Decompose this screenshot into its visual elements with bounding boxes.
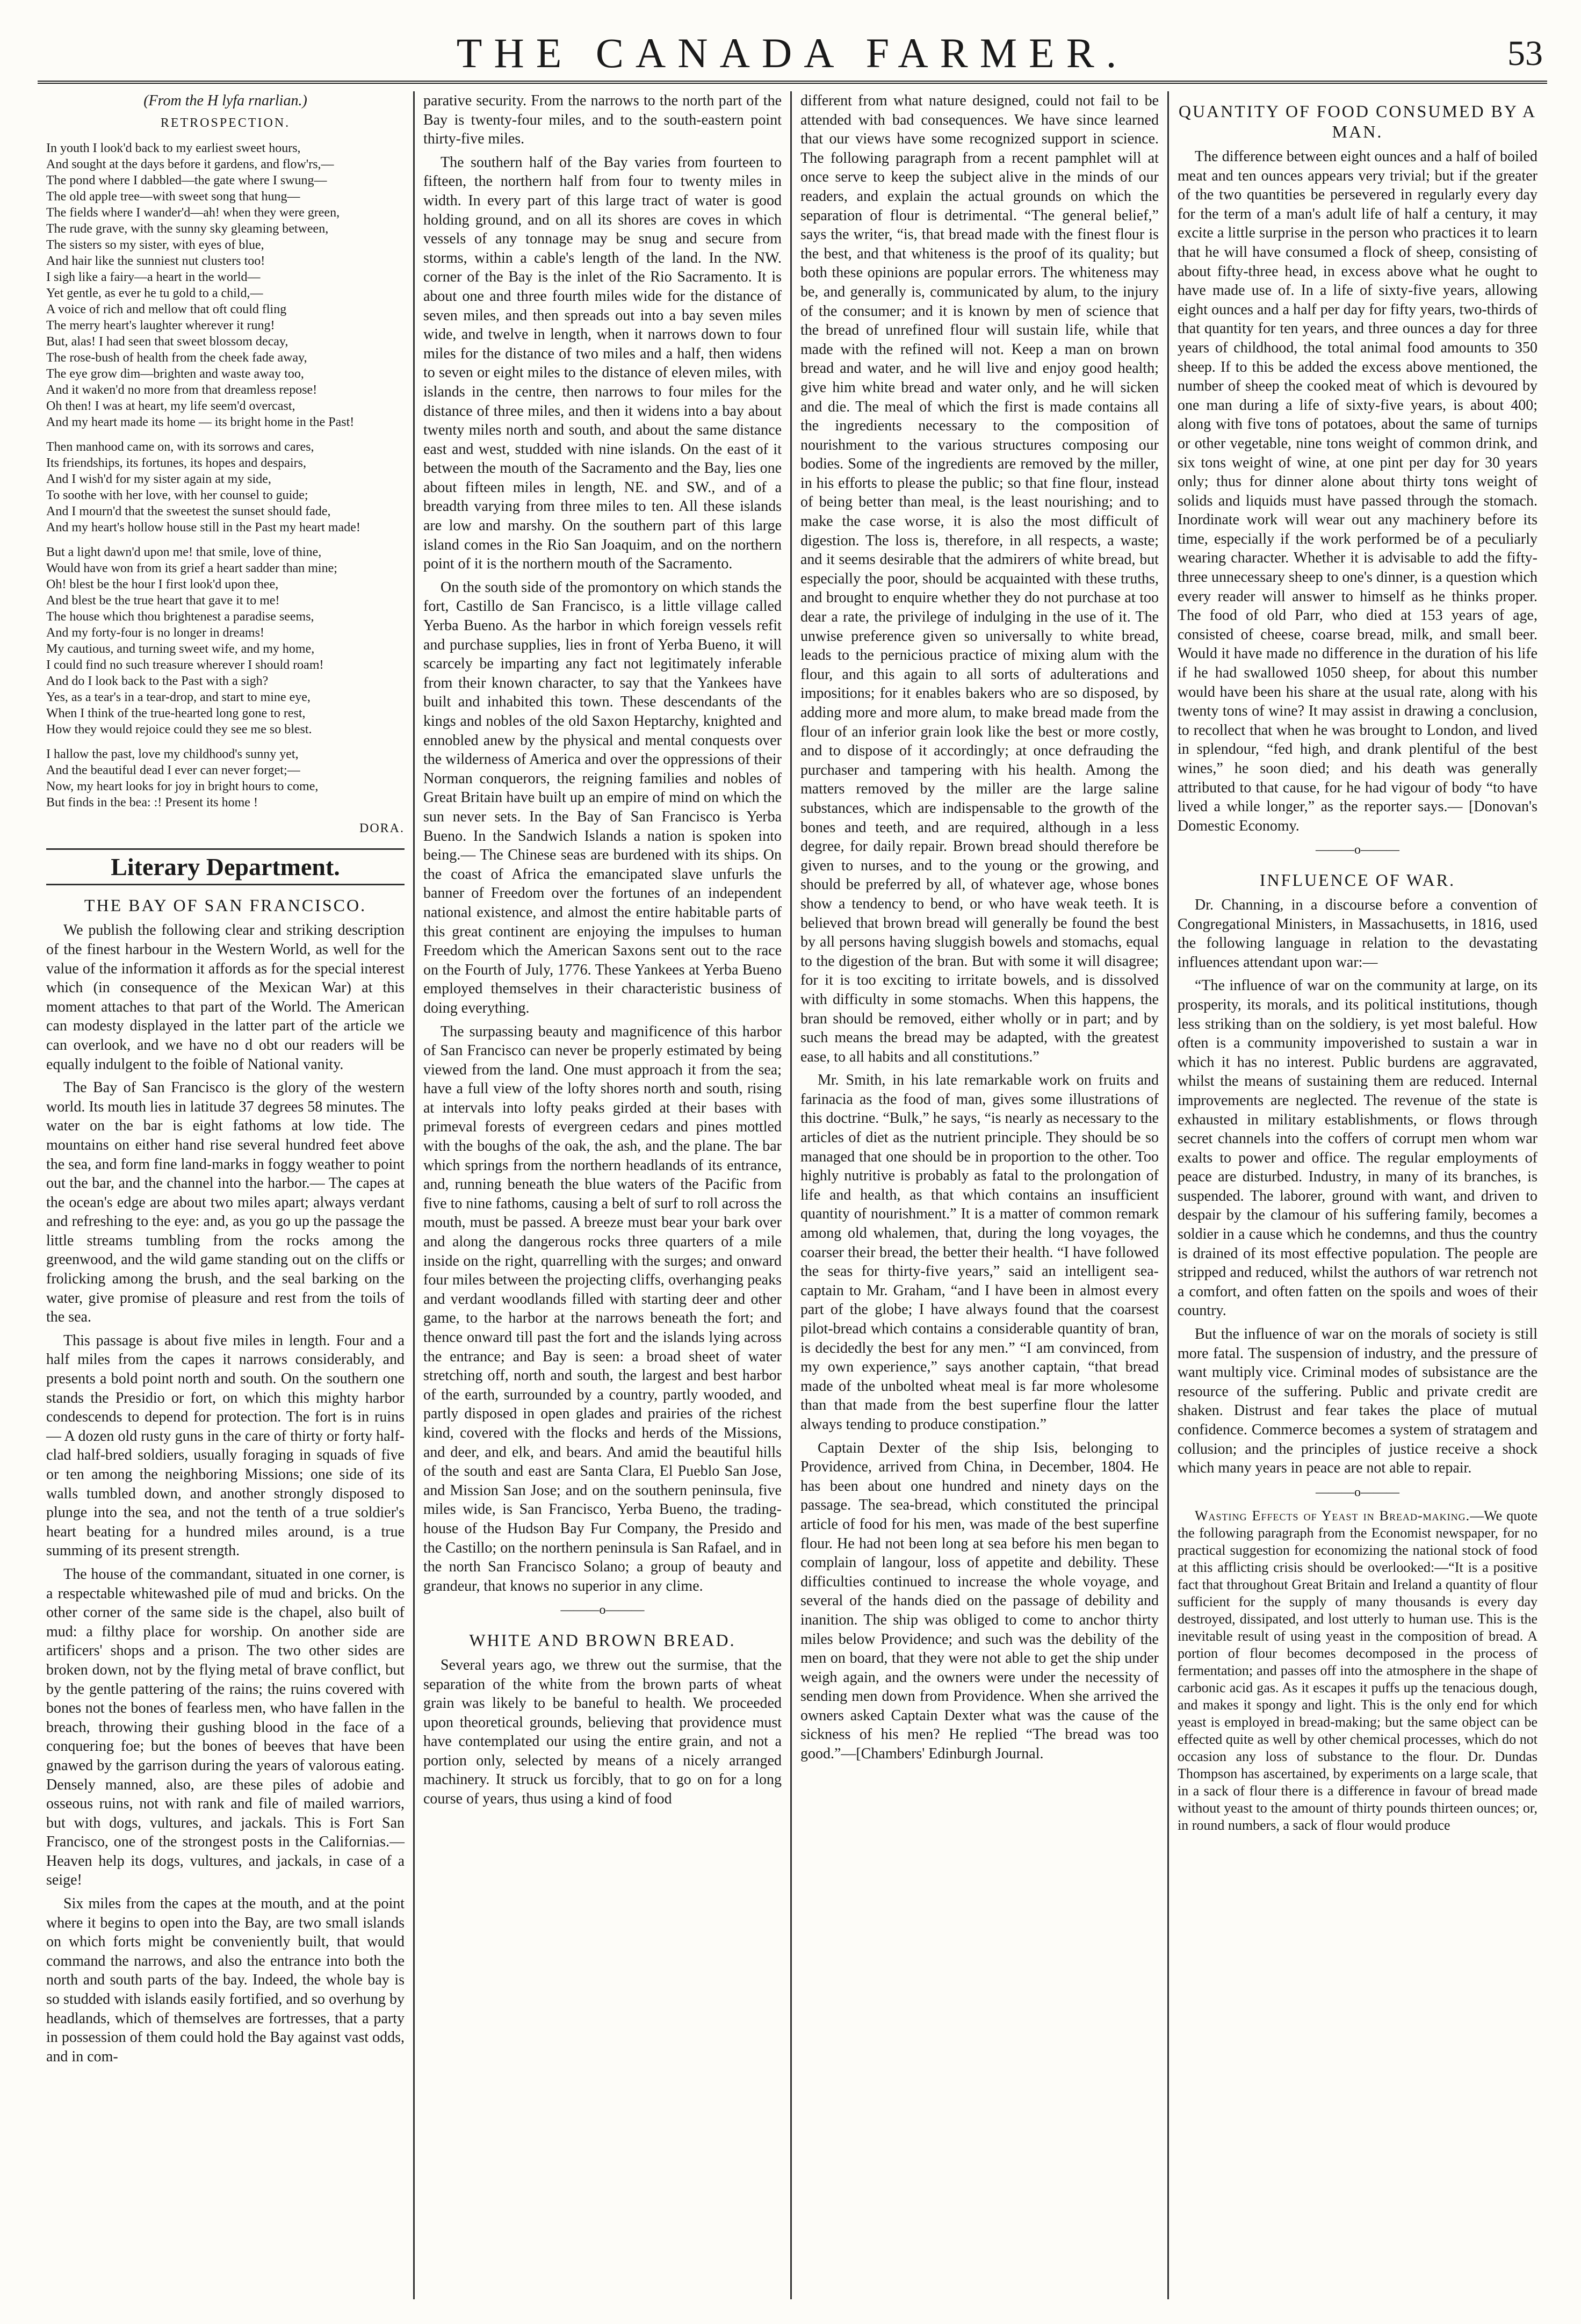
- paragraph: “The influence of war on the community at large, on its prosperity, its morals, and its political institutions, though less striking than on the soldiery, is yet most baleful. How often is a community impoverished to sustain a war in which it has no interest. Public burdens are aggravated, whilst the means of sustaining them are reduced. Internal improvements are neglected. The revenue of the state is exhausted in military establishments, or flows through secret channels into the coffers of corrupt men whom war exalts to power and office. The regular employments of peace are disturbed. Industry, in many of its branches, is suspended. The laborer, ground with want, and driven to despair by the clamour of his suffering family, becomes a soldier in a cause which he condemns, and thus the country is drained of its most effective population. The people are stripped and reduced, whilst the authors of war retrench not a comfort, and often fatten on the spoils and woes of their country.: [1178, 977, 1537, 1319]
- poem-line: Its friendships, its fortunes, its hopes and despairs,: [46, 456, 306, 471]
- poem-line: The merry heart's laughter wherever it rung!: [46, 319, 275, 333]
- poem-line: In youth I look'd back to my earliest sweet hours,: [46, 141, 301, 156]
- paragraph: The Bay of San Francisco is the glory of the western world. Its mouth lies in latitude 37 degrees 58 minutes. The water on the bar is eight fathoms at low tide. The mountains on either hand rise several hundred feet above the sea, and form fine land-marks in foggy weather to point out the bar, and the channel into the harbor.— The capes at the ocean's edge are about two miles apart; always verdant and refreshing to the eye: and, as you go up the passage the little streams tumbling from the rocks among the greenwood, and the wild game standing out on the cliffs or frolicking among the brush, and the seal barking on the water, give promise of pleasure and rest from the toils of the sea.: [46, 1079, 405, 1326]
- bread-article-title: WHITE AND BROWN BREAD.: [469, 1630, 736, 1650]
- column-4: [1169, 91, 1546, 2299]
- poem-line: But a light dawn'd upon me! that smile, love of thine,: [46, 545, 322, 560]
- poem-stanza: [46, 439, 405, 536]
- paragraph: The southern half of the Bay varies from fourteen to fifteen, the northern half from four to twenty miles in width. In every part of this large tract of water is good holding ground, and on all its shores are coves in which vessels of any tonnage may be snug and secure from storms, within a cable's length of the land. In the NW. corner of the Bay is the inlet of the Rio Sacramento. It is about one and three fourth miles wide for the distance of seven miles, and then spreads out into a bay seven miles wide, and twelve in length, when it narrows down to four miles for the distance of two miles and a half, then widens to seven or eight miles to the distance of eleven miles, with islands in the centre, then narrows to four miles for the distance of three miles, and then it widens into a bay about twenty miles north and south, and about the same distance east and west, studded with nine islands. On the east of it between the mouth of the Sacramento and the Bay, lies one about fifteen miles in length, NE. and SW., and of a breadth varying from three miles to ten. All these islands are low and marshy. On the southern part of this large island comes in the Rio San Joaquim, and on the northern point of it is the northern mouth of the Sacramento.: [423, 154, 782, 573]
- yeast-article: [1178, 1507, 1537, 1834]
- divider-ornament: ———o———: [1316, 843, 1399, 857]
- poem-line: Yet gentle, as ever he tu gold to a child,—: [46, 286, 263, 301]
- poem-line: The pond where I dabbled—the gate where I swung—: [46, 174, 327, 188]
- poem-line: And sought at the days before it gardens, and flow'rs,—: [46, 157, 334, 172]
- poem-line: A voice of rich and mellow that oft could fling: [46, 302, 287, 317]
- paragraph: Several years ago, we threw out the surmise, that the separation of the white from the brown parts of wheat grain was likely to be baneful to health. We proceeded upon theoretical grounds, believing that providence must have contemplated our using the entire grain, and not a portion only, selected by means of a nicely arranged machinery. It struck us forcibly, that to go on for a long course of years, thus using a kind of food: [423, 1656, 782, 1808]
- paragraph: This passage is about five miles in length. Four and a half miles from the capes it narrows considerably, and presents a bold point north and south. On the southern one stands the Presidio or fort, on which this mighty harbor condescends to depend for protection. The fort is in ruins — A dozen old rusty guns in the care of thirty or forty half-clad half-bred soldiers, usually foraging in squads of five or ten among the neighboring Missions; one side of its walls tumbled down, and another strongly disposed to plunge into the sea, and not the tenth of a true soldier's heart beating for a hundred miles around, is a true summing of its present strength.: [46, 1332, 405, 1560]
- paragraph: The surpassing beauty and magnificence of this harbor of San Francisco can never be properly estimated by being viewed from the land. One must approach it from the sea; have a full view of the lofty shores north and south, rising at intervals into lofty peaks girded at their bases with primeval forests of evergreen cedars and pines mottled with the boughs of the oak, the ash, and the plane. The bar which springs from the northern headlands of its entrance, and, running beneath the blue waters of the Pacific from five to nine fathoms, causing a belt of surf to roll across the mouth, must be passed. A breeze must bear your bark over and along the dangerous rocks three quarters of a mile inside on the right, quarrelling with the surges; and onward four miles between the projecting cliffs, overhanging peaks and verdant woodlands filled with starting deer and other game, to the harbor at the narrows beneath the fort; and thence onward till past the fort and the islands lying across the entrance; and Bay is seen: a broad sheet of water stretching off, north and south, the largest and best harbor of the earth, surrounded by a country, partly wooded, and partly disposed in open glades and prairies of the richest kind, covered with the flocks and herds of the Missions, and deer, and elk, and bears. And amid the beautiful hills of the south and east are Santa Clara, El Pueblo San Jose, and Mission San Jose; and on the southern peninsula, five miles wide, is San Francisco, Yerba Bueno, the trading-house of the Hudson Bay Fur Company, the Presido and the Castillo; on the northern peninsula is San Rafael, and in the north San Francisco Solano; a group of beauty and grandeur, that knows no superior in any clime.: [423, 1023, 782, 1594]
- bread-article-body-part1: [423, 1656, 782, 1809]
- poem-line: To soothe with her love, with her counsel to guide;: [46, 488, 308, 503]
- poem-line: Yes, as a tear's in a tear-drop, and start to mine eye,: [46, 690, 311, 705]
- poem-line: When I think of the true-hearted long gone to rest,: [46, 706, 306, 721]
- bread-article-body-part2: [800, 91, 1159, 1764]
- poem-line: I sigh like a fairy—a heart in the world—: [46, 270, 261, 285]
- poem-line: And blest be the true heart that gave it to me!: [46, 594, 280, 608]
- poem-line: And I mourn'd that the sweetest the sunset should fade,: [46, 504, 331, 519]
- poem-stanza: [46, 544, 405, 738]
- paragraph: Captain Dexter of the ship Isis, belonging to Providence, arrived from China, in December, 1804. He has been about one hundred and ninety days on the passage. The sea-bread, which constituted the principal article of food for his men, was made of the best superfine flour. He had not been long at sea before his men began to complain of langour, loss of appetite and debility. These difficulties continued to increase the whole voyage, and several of the hands died on the passage of debility and inanition. The ship was obliged to come to anchor thirty miles below Providence; and such was the debility of the men on board, that they were not able to get the ship under weigh again, and the owners were under the necessity of sending men down from Providence. When she arrived the owners asked Captain Dexter what was the cause of the sickness of his men? He replied “The bread was too good.”—[Chambers' Edinburgh Journal.: [800, 1439, 1159, 1763]
- paragraph: The house of the commandant, situated in one corner, is a respectable whitewashed pile of mud and bricks. On the other corner of the same side is the chapel, also built of mud: a filthy place for worship. On another side are artificers' shops and a prison. The two other sides are broken down, not by the flying metal of brave conflict, but by the gentle pattering of the rains; the ruins covered with bones not the bones of fearless men, who have fallen in the breach, throwing their gushing blood in the face of a conquering foe; but the bones of beeves that have been gnawed by the garrison during the years of valorous eating. Densely manned, also, are these piles of adobie and osseous ruins, not with rank and file of mailed warriors, but with dogs, vultures, and jackals. This is Fort San Francisco, one of the strongest posts in the Californias.— Heaven help its dogs, vultures, and jackals, in case of a seige!: [46, 1565, 405, 1889]
- poem-credit: (From the H lyfa rnarlian.): [143, 92, 307, 109]
- section-rule: [46, 848, 405, 850]
- yeast-article-text: —We quote the following paragraph from the Economist newspaper, for no practical suggestion for economizing the national stock of food at this afflicting crisis should be overlooked:—“It is a positive fact that throughout Great Britain and Ireland a quantity of flour sufficient for the supply of many thousands is every day destroyed, dissipated, and lost utterly to human use. This is the inevitable result of using yeast in the composition of bread. A portion of flour becomes decomposed in the process of fermentation; and passes off into the atmosphere in the shape of carbonic acid gas. As it escapes it puffs up the tenacious dough, and makes it spongy and light. This is the only end for which yeast is employed in bread-making; but the same object can be effected quite as well by other chemical processes, which do not occasion any loss of substance to the flour. Dr. Dundas Thompson has ascertained, by experiments on a large scale, that in a sack of flour there is a difference in favour of bread made without yeast to the amount of thirty pounds thirteen ounces; or, in round numbers, a sack of flour would produce: [1178, 1508, 1537, 1834]
- bay-article-body-part2: [423, 91, 782, 1596]
- poem-line: Then manhood came on, with its sorrows and cares,: [46, 440, 314, 454]
- masthead: [38, 21, 1547, 84]
- poem-line: And the beautiful dead I ever can never forget;—: [46, 763, 300, 778]
- poem-line: But, alas! I had seen that sweet blossom decay,: [46, 335, 288, 349]
- poem-line: The rose-bush of health from the cheek fade away,: [46, 351, 307, 365]
- poem-line: The sisters so my sister, with eyes of blue,: [46, 238, 264, 252]
- poem-line: And hair like the sunniest nut clusters too!: [46, 254, 265, 269]
- columns: [38, 91, 1547, 2299]
- poem-line: And my heart's hollow house still in the Past my heart made!: [46, 521, 360, 535]
- section-rule: [46, 884, 405, 885]
- bay-article-body-part1: [46, 921, 405, 2066]
- paragraph: But the influence of war on the morals of society is still more fatal. The suspension of industry, and the pressure of want multiply vice. Criminal modes of subsistance are the resource of the suffering. Public and private credit are shaken. Distrust and fear takes the place of mutual confidence. Commerce becomes a system of stratagem and collusion; and the principles of justice receive a shock which many years in peace are not able to repair.: [1178, 1326, 1537, 1477]
- war-article-title: INFLUENCE OF WAR.: [1259, 870, 1456, 890]
- paragraph: Mr. Smith, in his late remarkable work on fruits and farinacia as the food of man, gives some illustrations of this doctrine. “Bulk,” he says, “is nearly as necessary to the articles of diet as the nutrient principle. They should be so managed that one should be in proportion to the other. Too highly nutritive is probably as fatal to the prolongation of life and health, as that which contains an insufficient quantity of nourishment.” It is a matter of common remark among old whalemen, that, during the long voyages, the coarser their bread, the better their health. “I have followed the seas for thirty-five years,” said an intelligent sea-captain to Mr. Graham, “and I have been in almost every part of the globe; I have always found that the coarsest pilot-bread which contains a considerable quantity of bran, is decidedly the best for any men.” “I am convinced, from my own experience,” says another captain, “that bread made of the unbolted wheat meal is far more wholesome than that made from the best superfine flour the latter always tending to produce constipation.”: [800, 1072, 1159, 1433]
- column-2: [415, 91, 792, 2299]
- page-number: 53: [1507, 34, 1543, 73]
- war-article-body: [1178, 896, 1537, 1478]
- food-article-title: QUANTITY OF FOOD CONSUMED BY A MAN.: [1178, 102, 1537, 141]
- masthead-title: THE CANADA FARMER.: [456, 30, 1129, 76]
- poem-stanza: [46, 746, 405, 811]
- department-heading: Literary Department.: [111, 853, 340, 880]
- poem-line: Would have won from its grief a heart sadder than mine;: [46, 561, 337, 576]
- poem-line: The old apple tree—with sweet song that hung—: [46, 190, 300, 204]
- poem-line: And my forty-four is no longer in dreams!: [46, 626, 264, 640]
- column-3: [792, 91, 1169, 2299]
- poem-line: My cautious, and turning sweet wife, and my home,: [46, 642, 315, 656]
- poem-line: And my heart made its home — its bright home in the Past!: [46, 415, 355, 430]
- paragraph: different from what nature designed, could not fail to be attended with bad consequences. We have since learned that our views have some recognized support in science. The following paragraph from a recent pamphlet will at once serve to keep the subject alive in the minds of our readers, and explain the actual grounds on which the separation of flour is detrimental. “The general belief,” says the writer, “is, that bread made with the finest flour is the best, and that whiteness is the proof of its quality; but both these opinions are popular errors. The whiteness may be, and generally is, communicated by alum, to the injury of the consumer; and it is known by men of science that the bread of unrefined flour will sustain life, while that made with the refined will not. Keep a man on brown bread and water, and he will live and enjoy good health; give him white bread and water only, and he will sicken and die. The meal of which the first is made contains all the ingredients necessary to the composition of nourishment to the various structures composing our bodies. Some of the ingredients are removed by the miller, in his efforts to please the public; so that fine flour, instead of being better than meal, is the least nourishing; and to make the case worse, it is also the most difficult of digestion. The loss is, therefore, in all respects, a waste; and it seems desirable that the admirers of white bread, but especially the poor, should be acquainted with these truths, and brought to enquire whether they do not purchase at too dear a rate, the privilege of indulging in the use of it. The unwise preference given so universally to white bread, leads to the pernicious practice of mixing alum with the flour, and this again to all sorts of adulterations and impositions; for it enables bakers who are so disposed, by adding more and more alum, to make bread made from the flour of an inferior grain look like the best or more costly, and to dispose of it accordingly; at once defrauding the purchaser and tampering with his health. Among the matters removed by the miller are the large saline substances, which are indispensable to the growth of the bones and teeth, and are required, although in a less degree, for daily repair. Brown bread should therefore be given to nurses, and to the young or the growing, and should be preferred by all, of whatever age, whose bones show a tendency to bend, or who have weak teeth. It is believed that brown bread will generally be found the best by all persons having sluggish bowels and stomachs, equal to the digestion of the bran. But with some it will disagree; for it is too exciting to irritate bowels, and is dissolved with difficulty in some stomachs. When this happens, the bran should be removed, either wholly or in part; and by such means the bread may be adapted, with the greatest ease, to all habits and all constitutions.”: [800, 92, 1159, 1065]
- food-article-body: [1178, 147, 1537, 835]
- poem-line: And I wish'd for my sister again at my side,: [46, 472, 271, 487]
- poem-line: And do I look back to the Past with a sigh?: [46, 674, 269, 689]
- poem-line: I could find no such treasure wherever I should roam!: [46, 658, 324, 673]
- poem-title: RETROSPECTION.: [160, 116, 291, 130]
- poem-line: The rude grave, with the sunny sky gleaming between,: [46, 222, 329, 236]
- paragraph: Six miles from the capes at the mouth, and at the point where it begins to open into the Bay, are two small islands on which forts might be conveniently built, that would command the narrows, and also the entrance into both the north and south parts of the bay. Indeed, the whole bay is so studded with islands easily fortified, and so overhung by headlands, which of themselves are fortresses, that a party in possession of them could hold the Bay against vast odds, and in com-: [46, 1895, 405, 2065]
- poem-line: Now, my heart looks for joy in bright hours to come,: [46, 780, 319, 794]
- poem-line: The eye grow dim—brighten and waste away too,: [46, 367, 304, 381]
- poem-line: And it waken'd no more from that dreamless repose!: [46, 383, 317, 398]
- poem-signature: DORA.: [359, 821, 405, 836]
- poem-line: Oh! blest be the hour I first look'd upon thee,: [46, 578, 279, 592]
- poem-line: How they would rejoice could they see me so blest.: [46, 723, 312, 737]
- yeast-article-runin: Wasting Effects of Yeast in Bread-making.: [1195, 1508, 1470, 1524]
- poem-line: I hallow the past, love my childhood's sunny yet,: [46, 747, 299, 762]
- poem-body: [46, 140, 405, 811]
- divider-ornament: ———o———: [560, 1603, 645, 1618]
- paragraph: On the south side of the promontory on which stands the fort, Castillo de San Francisco, is a little village called Yerba Bueno. As the harbor in which foreign vessels refit and purchase supplies, lies in front of Yerba Bueno, it will scarcely be imparting any fact not legitimately inferable from their known character, to say that the Yankees have built and inhabited this town. These descendants of the kings and nobles of the old Saxon Heptarchy, knighted and ennobled anew by the physical and mental conquests over the wilderness of America and over the oppressions of their Norman conquerors, the reigning families and nobles of Great Britain have built up an empire of mind on which the sun never sets. In the Bay of San Francisco is Yerba Bueno. In the Sandwich Islands a nation is spoken into being.— The Chinese seas are burdened with its ships. On the coast of Africa the emancipated slave unfurls the banner of Freedom over the fortunes of an independent national existence, and almost the entire habitable parts of this great continent are enjoying the impulses to human Freedom which the American Saxons sent out to the race on the Fourth of July, 1776. These Yankees at Yerba Bueno employed themselves in their characteristic business of doing everything.: [423, 579, 782, 1016]
- poem-line: The house which thou brightenest a paradise seems,: [46, 610, 314, 624]
- paragraph: parative security. From the narrows to the north part of the Bay is twenty-four miles, and to the south-eastern point thirty-five miles.: [423, 92, 782, 148]
- divider-ornament: ———o———: [1316, 1485, 1399, 1499]
- poem-line: But finds in the bea: :! Present its home !: [46, 796, 258, 810]
- poem-line: The fields where I wander'd—ah! when they were green,: [46, 206, 340, 220]
- poem-stanza: [46, 140, 405, 430]
- paragraph: The difference between eight ounces and a half of boiled meat and ten ounces appears very trivial; but if the greater of the two quantities be persevered in regularly every day for the term of a man's adult life of half a century, it may excite a little surprise in the person who practices it to learn that he will have consumed a flock of sheep, consisting of about fifty-three head, in excess above what he ought to have made use of. In a life of sixty-five years, allowing eight ounces and a half per day for fifty years, two-thirds of that quantity for ten years, and three ounces a day for three years of childhood, the total animal food amounts to 350 sheep. If to this be added the excess above mentioned, the number of sheep the cooked meat of which is devoured by one man during a life of sixty-five years, is about 400; along with five tons of potatoes, about the same of turnips or other vegetable, nine tons weight of common drink, and six tons weight of wine, at one pint per day for 30 years only; thus for dinner alone about thirty tons weight of solids and liquids must have passed through the stomach. Inordinate work will wear out any machinery before its time, especially if the work performed be of a peculiarly wearing character. Whether it is advisable to add the fifty-three unnecessary sheep to one's dinner, is a question which every reader will answer to himself as he thinks proper. The food of old Parr, who died at 153 years of age, consisted of cheese, coarse bread, milk, and small beer. Would it have made no difference in the duration of his life if he had swallowed 1050 sheep, for about this number would have been his share at the usual rate, along with his twenty tons of wine? It may assist in drawing a conclusion, to recollect that when he was brought to London, and lived in splendour, “fed high, and drank plentiful of the best wines,” he soon died; and his death was generally attributed to that cause, for he had vigour of body “to have lived a while longer,” as the reporter says.— [Donovan's Domestic Economy.: [1178, 148, 1537, 834]
- bay-article-title: THE BAY OF SAN FRANCISCO.: [84, 896, 367, 915]
- paragraph: Dr. Channing, in a discourse before a convention of Congregational Ministers, in Massachusetts, in 1816, used the following language in relation to the devastating influences attendant upon war:—: [1178, 896, 1537, 971]
- column-1: [38, 91, 415, 2299]
- paragraph: We publish the following clear and striking description of the finest harbour in the Western World, as well for the value of the information it affords as for the special interest which (in consequence of the Mexican War) at this moment attaches to that part of the World. The American can modesty displayed in the latter part of the article we can overlook, and we have no d obt our readers will be equally indulgent to the foible of National vanity.: [46, 922, 405, 1073]
- poem-line: Oh then! I was at heart, my life seem'd overcast,: [46, 399, 295, 414]
